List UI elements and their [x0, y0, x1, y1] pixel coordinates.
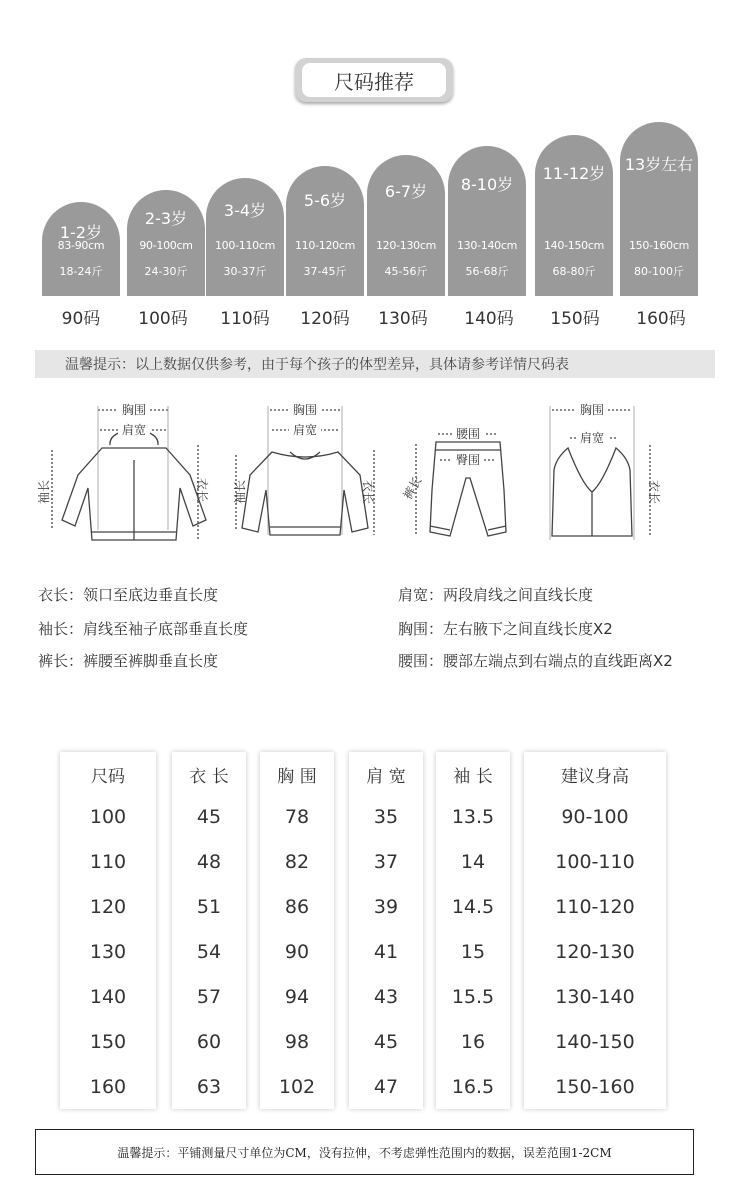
- arch-age: 1-2岁: [59, 223, 103, 242]
- table-header: 胸 围: [277, 767, 317, 787]
- arch-age: 8-10岁: [460, 175, 514, 194]
- label-waist: 腰围: [455, 427, 481, 441]
- def-term: 腰围：: [398, 652, 444, 670]
- arch-height: 140-150cm: [543, 239, 605, 252]
- table-cell: 60: [196, 1031, 222, 1053]
- title-pill: [295, 58, 453, 102]
- arch-height: 83-90cm: [57, 239, 105, 252]
- def-term: 衣长：: [38, 586, 84, 604]
- table-cell: 63: [196, 1076, 222, 1098]
- def-term: 胸围：: [398, 620, 444, 638]
- table-header: 袖 长: [453, 767, 493, 787]
- table-cell: 78: [284, 806, 310, 828]
- table-cell: 43: [373, 986, 399, 1008]
- table-cell: 102: [278, 1076, 316, 1098]
- table-cell: 16: [460, 1031, 486, 1053]
- label-shoulder: 肩宽: [292, 423, 318, 437]
- sweater-diagram: [230, 400, 380, 550]
- arch-age: 6-7岁: [384, 182, 428, 201]
- pants-diagram: [400, 400, 530, 550]
- arch-age: 2-3岁: [144, 209, 188, 228]
- table-header: 衣 长: [189, 767, 229, 787]
- arch-height: 120-130cm: [375, 239, 437, 252]
- label-length: 衣长: [195, 477, 209, 503]
- table-cell: 150-160: [555, 1076, 635, 1098]
- table-column: [436, 752, 510, 1109]
- arch-size-120: [286, 166, 364, 296]
- size-code: 160码: [636, 309, 686, 329]
- arch-age: 11-12岁: [542, 164, 606, 183]
- table-cell: 90-100: [561, 806, 629, 828]
- table-column: [524, 752, 666, 1109]
- def-left-2: [38, 650, 218, 671]
- table-cell: 15.5: [451, 986, 495, 1008]
- label-hip: 臀围: [455, 453, 481, 467]
- def-desc: 腰部左端点到右端点的直线距离X2: [443, 652, 673, 670]
- arch-weight: 56-68斤: [465, 265, 509, 278]
- table-cell: 47: [373, 1076, 399, 1098]
- table-cell: 120-130: [555, 941, 635, 963]
- table-cell: 98: [284, 1031, 310, 1053]
- def-left-0: [38, 584, 218, 605]
- table-cell: 110-120: [555, 896, 635, 918]
- arch-weight: 45-56斤: [384, 265, 428, 278]
- arch-size-100: [127, 190, 205, 296]
- def-desc: 裤腰至裤脚垂直长度: [83, 652, 219, 670]
- label-length: 衣长: [361, 479, 375, 505]
- label-chest: 胸围: [292, 403, 318, 417]
- arch-size-130: [367, 155, 445, 296]
- size-code: 150码: [550, 309, 600, 329]
- label-sleeve: 袖长: [233, 479, 247, 505]
- table-header: 尺码: [91, 767, 125, 787]
- def-left-1: [38, 618, 248, 639]
- def-right-2: [398, 650, 673, 671]
- label-shoulder: 肩宽: [579, 431, 605, 445]
- arch-height: 130-140cm: [456, 239, 518, 252]
- table-cell: 45: [373, 1031, 399, 1053]
- table-cell: 100-110: [555, 851, 635, 873]
- label-length: 衣长: [647, 479, 661, 505]
- table-cell: 45: [196, 806, 222, 828]
- table-cell: 110: [89, 851, 127, 873]
- vest-diagram: [540, 400, 670, 550]
- table-cell: 86: [284, 896, 310, 918]
- size-code: 110码: [220, 309, 270, 329]
- page-title: 尺码推荐: [302, 63, 446, 97]
- table-cell: 41: [373, 941, 399, 963]
- label-pants-length: 裤长: [400, 474, 425, 502]
- table-cell: 57: [196, 986, 222, 1008]
- table-cell: 82: [284, 851, 310, 873]
- arch-weight: 37-45斤: [303, 265, 347, 278]
- def-term: 裤长：: [38, 652, 84, 670]
- table-cell: 54: [196, 941, 222, 963]
- table-cell: 15: [460, 941, 486, 963]
- table-cell: 39: [373, 896, 399, 918]
- table-header: 肩 宽: [366, 767, 406, 787]
- table-cell: 51: [196, 896, 222, 918]
- table-cell: 130: [89, 941, 127, 963]
- arch-weight: 24-30斤: [144, 265, 188, 278]
- arch-size-160: [620, 122, 698, 296]
- table-cell: 120: [89, 896, 127, 918]
- size-code: 90码: [61, 309, 101, 329]
- table-cell: 13.5: [451, 806, 495, 828]
- table-column: [60, 752, 156, 1109]
- size-code: 140码: [464, 309, 514, 329]
- table-column: [349, 752, 423, 1109]
- arch-size-110: [206, 178, 284, 296]
- arch-height: 150-160cm: [628, 239, 690, 252]
- arch-age: 5-6岁: [303, 191, 347, 210]
- arch-size-150: [535, 135, 613, 296]
- table-cell: 94: [284, 986, 310, 1008]
- def-desc: 两段肩线之间直线长度: [443, 586, 594, 604]
- label-chest: 胸围: [579, 403, 605, 417]
- label-sleeve: 袖长: [37, 479, 51, 505]
- def-term: 袖长：: [38, 620, 84, 638]
- table-cell: 150: [89, 1031, 127, 1053]
- arch-size-90: [42, 202, 120, 296]
- table-header: 建议身高: [561, 767, 629, 787]
- arch-height: 110-120cm: [294, 239, 356, 252]
- table-cell: 130-140: [555, 986, 635, 1008]
- label-shoulder: 肩宽: [121, 423, 147, 437]
- table-cell: 14: [460, 851, 486, 873]
- table-cell: 14.5: [451, 896, 495, 918]
- arch-age: 13岁左右: [624, 155, 694, 174]
- arch-weight: 80-100斤: [634, 265, 684, 278]
- def-term: 肩宽：: [398, 586, 444, 604]
- table-cell: 35: [373, 806, 399, 828]
- table-column: [260, 752, 334, 1109]
- arch-age: 3-4岁: [223, 201, 267, 220]
- table-cell: 140-150: [555, 1031, 635, 1053]
- arch-height: 100-110cm: [214, 239, 276, 252]
- def-right-0: [398, 584, 593, 605]
- arch-size-140: [448, 146, 526, 296]
- def-desc: 左右腋下之间直线长度X2: [443, 620, 613, 638]
- arch-weight: 18-24斤: [59, 265, 103, 278]
- arch-height: 90-100cm: [139, 239, 193, 252]
- arch-weight: 30-37斤: [223, 265, 267, 278]
- table-cell: 90: [284, 941, 310, 963]
- def-desc: 领口至底边垂直长度: [83, 586, 219, 604]
- size-code: 130码: [378, 309, 428, 329]
- jacket-diagram: [37, 400, 210, 550]
- table-cell: 160: [89, 1076, 127, 1098]
- notice-bar: 温馨提示：以上数据仅供参考，由于每个孩子的体型差异，具体请参考详情尺码表: [35, 350, 715, 378]
- table-cell: 48: [196, 851, 222, 873]
- bottom-note: 温馨提示：平铺测量尺寸单位为CM，没有拉伸，不考虑弹性范围内的数据，误差范围1-2CM: [35, 1129, 694, 1175]
- table-cell: 37: [373, 851, 399, 873]
- def-desc: 肩线至袖子底部垂直长度: [83, 620, 249, 638]
- label-chest: 胸围: [121, 403, 147, 417]
- table-cell: 100: [89, 806, 127, 828]
- table-cell: 16.5: [451, 1076, 495, 1098]
- arch-weight: 68-80斤: [552, 265, 596, 278]
- table-column: [172, 752, 246, 1109]
- size-code: 100码: [138, 309, 188, 329]
- size-code: 120码: [300, 309, 350, 329]
- table-cell: 140: [89, 986, 127, 1008]
- def-right-1: [398, 618, 613, 639]
